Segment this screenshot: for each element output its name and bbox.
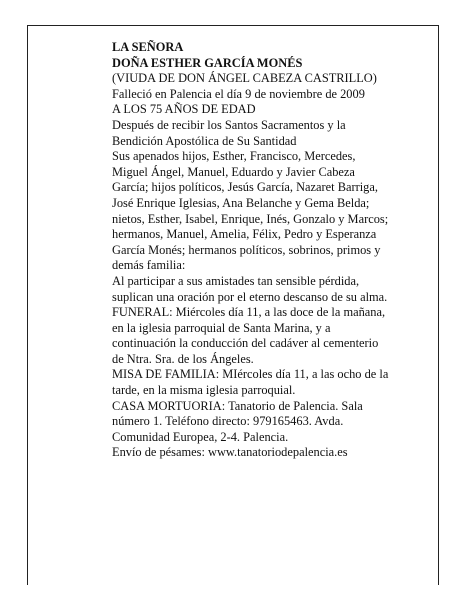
funeral-home-line: Comunidad Europea, 2-4. Palencia. bbox=[112, 429, 289, 444]
family-line: García; hijos políticos, Jesús García, Nazaret Barriga, bbox=[112, 180, 378, 195]
notice-title: LA SEÑORA bbox=[112, 40, 184, 54]
family-line: José Enrique Iglesias, Ana Belanche y Gema Belda; bbox=[112, 195, 370, 210]
request-paragraph bbox=[112, 274, 432, 305]
family-line: García Monés; hermanos políticos, sobrinos, primos y bbox=[112, 242, 381, 257]
condolences-line: Envío de pésames: www.tanatoriodepalencia.es bbox=[112, 445, 348, 460]
deceased-name: DOÑA ESTHER GARCÍA MONÉS bbox=[112, 55, 303, 70]
request-line: suplican una oración por el eterno descanso de su alma. bbox=[112, 289, 388, 304]
sacraments-paragraph bbox=[112, 118, 432, 149]
widow-line: (VIUDA DE DON ÁNGEL CABEZA CASTRILLO) bbox=[112, 71, 377, 86]
funeral-home-paragraph bbox=[112, 399, 432, 446]
family-mass-line: tarde, en la misma iglesia parroquial. bbox=[112, 383, 296, 398]
funeral-line: de Ntra. Sra. de los Ángeles. bbox=[112, 351, 254, 366]
funeral-home-line: número 1. Teléfono directo: 979165463. Avda. bbox=[112, 414, 344, 429]
obituary-notice bbox=[112, 40, 432, 461]
family-line: demás familia: bbox=[112, 258, 186, 273]
family-line: hermanos, Manuel, Amelia, Félix, Pedro y Esperanza bbox=[112, 227, 377, 242]
funeral-line: FUNERAL: Miércoles día 11, a las doce de la mañana, bbox=[112, 305, 386, 320]
funeral-paragraph bbox=[112, 305, 432, 367]
sacraments-line: Bendición Apostólica de Su Santidad bbox=[112, 133, 297, 148]
family-line: Sus apenados hijos, Esther, Francisco, Mercedes, bbox=[112, 149, 356, 164]
funeral-home-line: CASA MORTUORIA: Tanatorio de Palencia. Sala bbox=[112, 398, 363, 413]
family-mass-line: MISA DE FAMILIA: MIércoles día 11, a las ocho de la bbox=[112, 367, 389, 382]
death-line: Falleció en Palencia el día 9 de noviembre de 2009 bbox=[112, 86, 365, 101]
family-line: Miguel Ángel, Manuel, Eduardo y Javier Cabeza bbox=[112, 164, 355, 179]
family-line: nietos, Esther, Isabel, Enrique, Inés, Gonzalo y Marcos; bbox=[112, 211, 389, 226]
family-mass-paragraph bbox=[112, 367, 432, 398]
funeral-line: continuación la conducción del cadáver al cementerio bbox=[112, 336, 379, 351]
sacraments-line: Después de recibir los Santos Sacramentos y la bbox=[112, 117, 346, 132]
family-paragraph bbox=[112, 149, 432, 274]
age-line: A LOS 75 AÑOS DE EDAD bbox=[112, 102, 256, 117]
funeral-line: en la iglesia parroquial de Santa Marina, y a bbox=[112, 320, 331, 335]
request-line: Al participar a sus amistades tan sensible pérdida, bbox=[112, 273, 360, 288]
